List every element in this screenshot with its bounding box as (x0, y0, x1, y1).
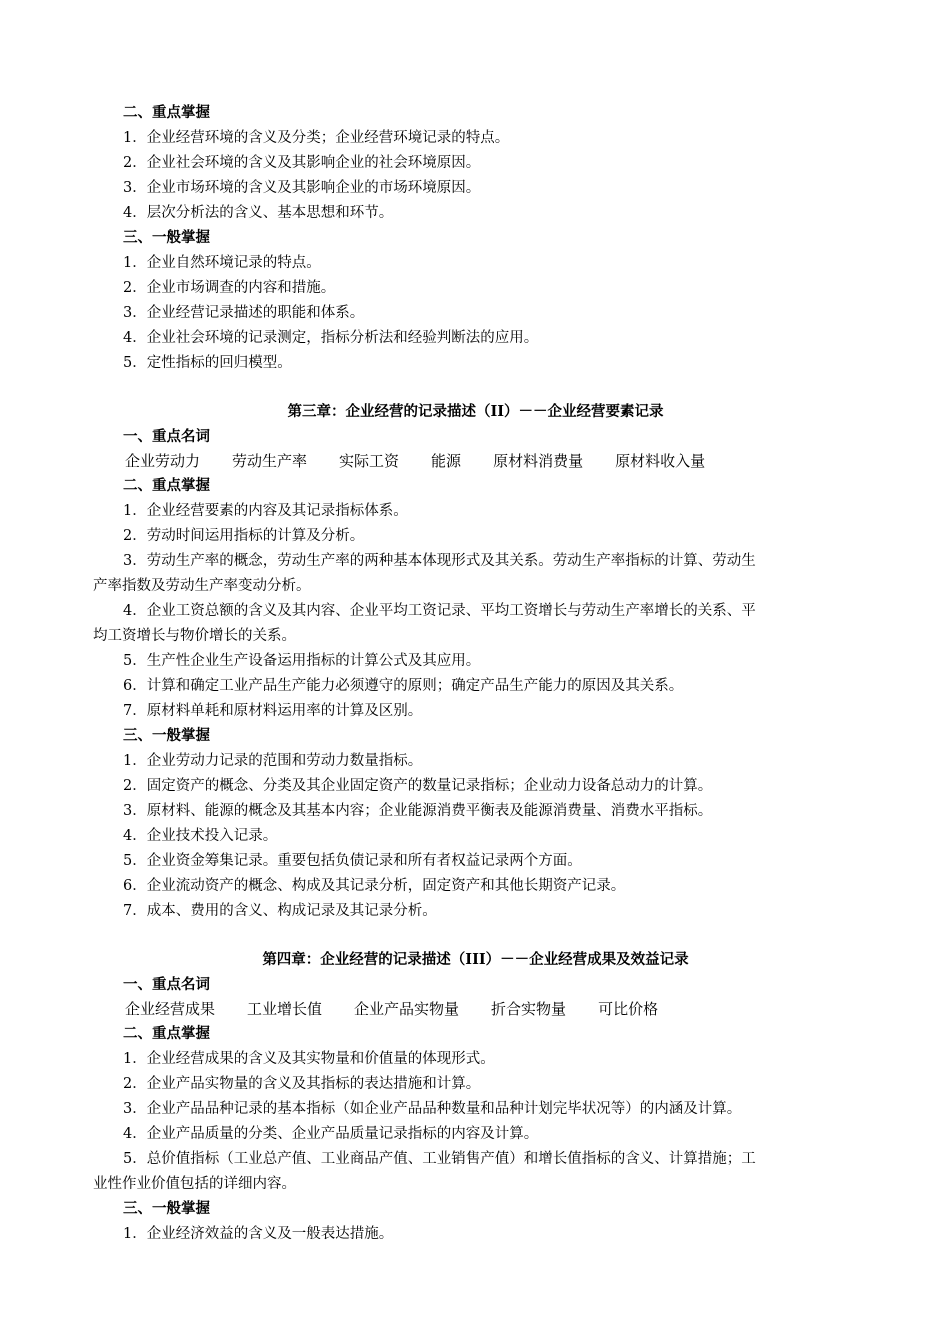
list-item: 1．企业自然环境记录的特点。 (123, 255, 321, 271)
list-item: 3．劳动生产率的概念，劳动生产率的两种基本体现形式及其关系。劳动生产率指标的计算、劳动生 (123, 553, 756, 569)
section-heading-key-mastery: 二、重点掌握 (123, 104, 210, 121)
list-item: 3．原材料、能源的概念及其基本内容；企业能源消费平衡表及能源消费量、消费水平指标。 (123, 803, 713, 819)
section-heading-key-mastery: 二、重点掌握 (123, 1025, 210, 1042)
key-term: 工业增长值 (247, 1000, 323, 1018)
list-item: 4．层次分析法的含义、基本思想和环节。 (123, 205, 394, 221)
list-item: 2．劳动时间运用指标的计算及分析。 (123, 528, 365, 544)
key-term: 企业产品实物量 (354, 1000, 460, 1018)
list-item: 5．企业资金筹集记录。重要包括负债记录和所有者权益记录两个方面。 (123, 853, 582, 869)
list-item: 4．企业工资总额的含义及其内容、企业平均工资记录、平均工资增长与劳动生产率增长的关系、平 (123, 603, 756, 619)
list-item: 4．企业技术投入记录。 (123, 828, 278, 844)
list-item: 4．企业社会环境的记录测定，指标分析法和经验判断法的应用。 (123, 330, 539, 346)
list-item: 6．企业流动资产的概念、构成及其记录分析，固定资产和其他长期资产记录。 (123, 878, 626, 894)
key-term: 可比价格 (598, 1000, 659, 1018)
list-item: 7．原材料单耗和原材料运用率的计算及区别。 (123, 703, 423, 719)
list-item: 4．企业产品质量的分类、企业产品质量记录指标的内容及计算。 (123, 1126, 539, 1142)
chapter-title: 第三章：企业经营的记录描述（II）－－企业经营要素记录 (287, 403, 664, 420)
chapter-title: 第四章：企业经营的记录描述（III）－－企业经营成果及效益记录 (262, 951, 689, 968)
list-item: 2．企业市场调查的内容和措施。 (123, 280, 336, 296)
list-item: 6．计算和确定工业产品生产能力必须遵守的原则；确定产品生产能力的原因及其关系。 (123, 678, 684, 694)
list-item: 2．固定资产的概念、分类及其企业固定资产的数量记录指标；企业动力设备总动力的计算。 (123, 778, 713, 794)
list-item-continuation: 均工资增长与物价增长的关系。 (93, 628, 296, 644)
key-term: 企业劳动力 (125, 452, 201, 470)
section-heading-general-mastery: 三、一般掌握 (123, 727, 210, 744)
list-item: 1．企业经营环境的含义及分类；企业经营环境记录的特点。 (123, 130, 510, 146)
key-term: 实际工资 (339, 452, 400, 470)
list-item: 2．企业社会环境的含义及其影响企业的社会环境原因。 (123, 155, 481, 171)
section-heading-general-mastery: 三、一般掌握 (123, 229, 210, 246)
list-item: 3．企业经营记录描述的职能和体系。 (123, 305, 365, 321)
list-item: 1．企业经营要素的内容及其记录指标体系。 (123, 503, 408, 519)
section-heading-key-terms: 一、重点名词 (123, 428, 210, 445)
key-terms-row (125, 998, 690, 1020)
list-item: 5．定性指标的回归模型。 (123, 355, 292, 371)
list-item: 2．企业产品实物量的含义及其指标的表达措施和计算。 (123, 1076, 481, 1092)
list-item: 1．企业经营成果的含义及其实物量和价值量的体现形式。 (123, 1051, 495, 1067)
list-item: 5．总价值指标（工业总产值、工业商品产值、工业销售产值）和增长值指标的含义、计算措施；工 (123, 1151, 756, 1167)
list-item: 1．企业劳动力记录的范围和劳动力数量指标。 (123, 753, 423, 769)
key-term: 能源 (431, 452, 462, 470)
key-terms-row (125, 450, 737, 472)
key-term: 企业经营成果 (125, 1000, 216, 1018)
key-term: 原材料收入量 (615, 452, 706, 470)
list-item: 3．企业市场环境的含义及其影响企业的市场环境原因。 (123, 180, 481, 196)
key-term: 原材料消费量 (493, 452, 584, 470)
list-item-continuation: 产率指数及劳动生产率变动分析。 (93, 578, 311, 594)
list-item-continuation: 业性作业价值包括的详细内容。 (93, 1176, 296, 1192)
list-item: 7．成本、费用的含义、构成记录及其记录分析。 (123, 903, 437, 919)
section-heading-general-mastery: 三、一般掌握 (123, 1200, 210, 1217)
list-item: 5．生产性企业生产设备运用指标的计算公式及其应用。 (123, 653, 481, 669)
key-term: 折合实物量 (491, 1000, 567, 1018)
section-heading-key-terms: 一、重点名词 (123, 976, 210, 993)
key-term: 劳动生产率 (232, 452, 308, 470)
list-item: 3．企业产品品种记录的基本指标（如企业产品品种数量和品种计划完毕状况等）的内涵及计算。 (123, 1101, 742, 1117)
section-heading-key-mastery: 二、重点掌握 (123, 477, 210, 494)
list-item: 1．企业经济效益的含义及一般表达措施。 (123, 1226, 394, 1242)
